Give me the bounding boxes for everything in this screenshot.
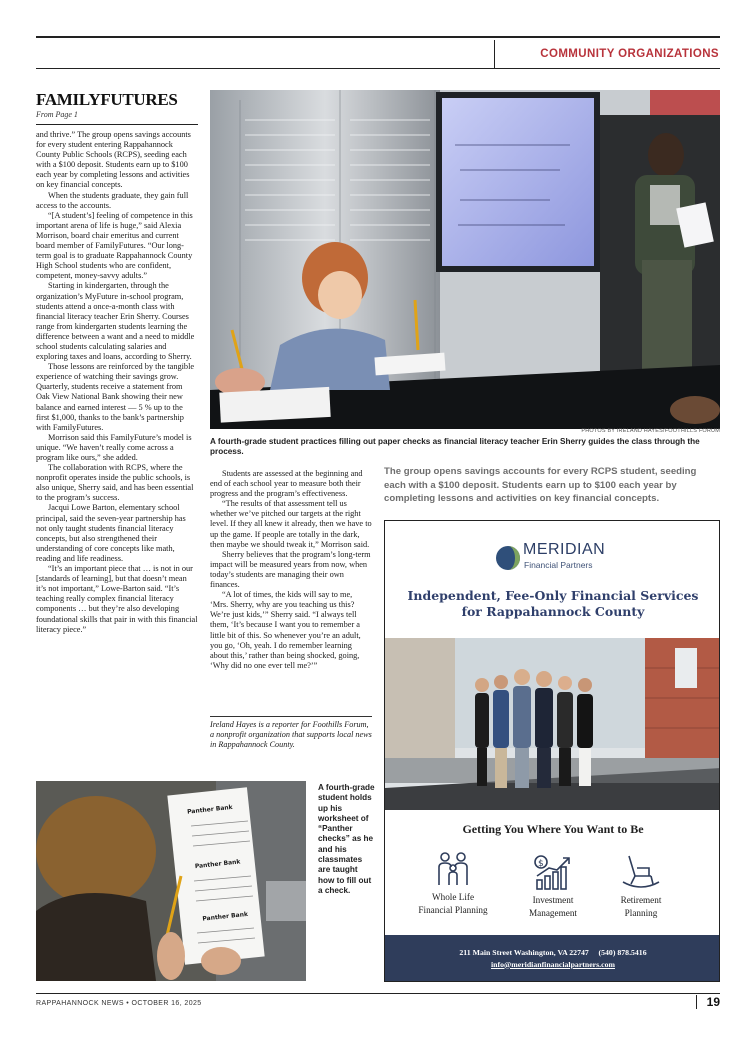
ad-address-line (385, 947, 720, 959)
paragraph: Those lessons are reinforced by the tangible experience of watching their savings grow. Quarterly, students receive a statement from Oak View National Bank showing their new balance and earned interest — 5 % up to the first $1,000, thanks to the bank’s partnership with FamilyFutures. (36, 362, 195, 432)
logo-subtitle: Financial Partners (524, 560, 593, 570)
paragraph: The collaboration with RCPS, where the nonprofit operates inside the public schools, is also unique, Sherry said, and has been essential to the program’s success. (36, 463, 194, 503)
paragraph: “A lot of times, the kids will say to me, ‘Mrs. Sherry, why are you teaching us this? We’re just kids,’” Sherry said. “I always tell them, ‘It’s because I want you to remember a little bit of this. So whenever you’re an adult, you go, ‘Oh, yeah. I do remember learning about this,’ rather than being shocked, going, ‘Why did no one ever tell me?’” (210, 590, 361, 670)
classroom-photo-illustration (210, 90, 720, 429)
paragraph: “[A student’s] feeling of competence in this important arena of life is huge,” said Alexia Morrison, board chair emeritus and current board member of FamilyFutures. “Our long-term goal is to graduate Rappahannock County High School students who are confident, competent, money-savvy adults.” (36, 210, 193, 281)
section-header (36, 40, 720, 69)
kicker-divider (36, 124, 198, 125)
meridian-advertisement[interactable] (384, 520, 720, 982)
article-kicker: FAMILYFUTURES (36, 90, 178, 109)
article-column-2 (210, 469, 372, 671)
service-whole-life-planning (403, 851, 503, 916)
author-bio: Ireland Hayes is a reporter for Foothills Forum, a nonprofit organization that supports local news in Rappahannock County. (210, 720, 372, 750)
ad-address: 211 Main Street Washington, VA 22747 (459, 948, 589, 957)
logo-wordmark: MERIDIAN (523, 541, 606, 558)
check-bank-label: Panther Bank (194, 858, 241, 871)
paragraph: Sherry believes that the program’s long-term impact will be measured years from now, when today’s students are managing their own finances. (210, 549, 371, 590)
service-retirement-planning (591, 854, 691, 919)
service-label-line: Planning (624, 907, 658, 918)
page-number: 19 (706, 995, 720, 1009)
worksheet-photo-caption: A fourth-grade student holds up his worksheet of “Panther checks” as he and his classmates are taught how to fill out a check. (318, 783, 375, 895)
ad-headline-line-1: Independent, Fee-Only Financial Services (407, 588, 699, 603)
photo-caption: A fourth-grade student practices filling out paper checks as financial literacy teacher Erin Sherry guides the class through the process. (210, 437, 700, 457)
team-photo-illustration (385, 638, 720, 810)
worksheet-photo-illustration (36, 781, 306, 981)
service-label-line: Financial Planning (418, 904, 488, 915)
svg-text:$: $ (538, 859, 544, 869)
service-investment-management (503, 854, 603, 919)
worksheet-photo (36, 781, 306, 981)
bio-divider (210, 716, 372, 717)
service-label-line: Retirement (620, 895, 662, 905)
ad-headline (385, 588, 720, 620)
growth-chart-icon (533, 854, 573, 890)
service-label-line: Investment (532, 895, 574, 905)
paragraph: Students are assessed at the beginning and end of each school year to measure both their progress and the program’s effectiveness. (210, 469, 363, 499)
paragraph: “The results of that assessment tell us whether we’ve pitched our targets at the right level. If they all knew it already, then we have to up the game. If people are totally in the dark, then maybe we should tweak it,” Morrison said. (210, 499, 372, 549)
meridian-logo-icon (493, 543, 523, 573)
paragraph: Jacqui Lowe Barton, elementary school principal, said the seven-year partnership has not only taught students financial literacy concepts, but also strengthened their understanding of core concepts like math, reading and life readiness. (36, 503, 186, 563)
paragraph: and thrive.” The group opens savings accounts for every student entering Rappahannock County Public Schools (RCPS), seeding each with a $100 deposit. Students earn up to $100 each year by completing lessons and activities on key financial concepts. (36, 130, 191, 190)
pull-quote: The group opens savings accounts for every RCPS student, seeding each with a $100 deposit. Students earn up to $100 each year by completing lessons and activities on key financial concepts. (384, 466, 697, 504)
publication-dateline: RAPPAHANNOCK NEWS • OCTOBER 16, 2025 (36, 1000, 202, 1007)
check-bank-label: Panther Bank (186, 803, 233, 816)
team-photo (385, 638, 720, 810)
ad-phone[interactable]: (540) 878.5416 (598, 948, 647, 957)
service-label-line: Management (529, 907, 577, 918)
ad-email-link[interactable]: info@meridianfinancialpartners.com (491, 959, 615, 969)
article-column-1 (36, 130, 198, 635)
family-icon (433, 851, 473, 887)
paragraph: Morrison said this FamilyFuture’s model is unique. “We haven’t really come across a program like ours,” she added. (36, 432, 192, 462)
ad-contact-bar (385, 935, 720, 982)
rocking-chair-icon (621, 854, 661, 890)
ad-tagline: Getting You Where You Want to Be (462, 822, 644, 836)
section-label: COMMUNITY ORGANIZATIONS (494, 40, 720, 68)
photo-credit: PHOTOS BY IRELAND HAYES/FOOTHILLS FORUM (581, 428, 720, 434)
paragraph: “It’s an important piece that … is not in our [standards of learning], but that doesn’t mean it’s not important,” Lowe-Barton said. “It’s teaching really complex financial literacy components … but they’re also developing foundational skills that pair in with this financial literacy piece.” (36, 564, 198, 634)
check-bank-label: Panther Bank (202, 910, 249, 923)
footer-rule (36, 993, 720, 994)
jump-line: From Page 1 (36, 110, 78, 119)
footer-divider (696, 995, 697, 1009)
service-label (403, 891, 503, 916)
service-label-line: Whole Life (431, 892, 475, 902)
paragraph: When the students graduate, they gain full access to the accounts. (36, 190, 189, 210)
top-rule (36, 36, 720, 38)
classroom-photo (210, 90, 720, 429)
service-label (503, 894, 603, 919)
paragraph: Starting in kindergarten, through the organization’s MyFuture in-school program, students attend a once-a-month class with financial literacy teacher Erin Sherry. Courses range from kindergarten students learning the difference between a want and a need to middle school students calculating salaries and exploring taxes and loans, according to Sherry. (36, 281, 195, 362)
ad-headline-line-2: for Rappahannock County (461, 604, 645, 619)
service-label (591, 894, 691, 919)
